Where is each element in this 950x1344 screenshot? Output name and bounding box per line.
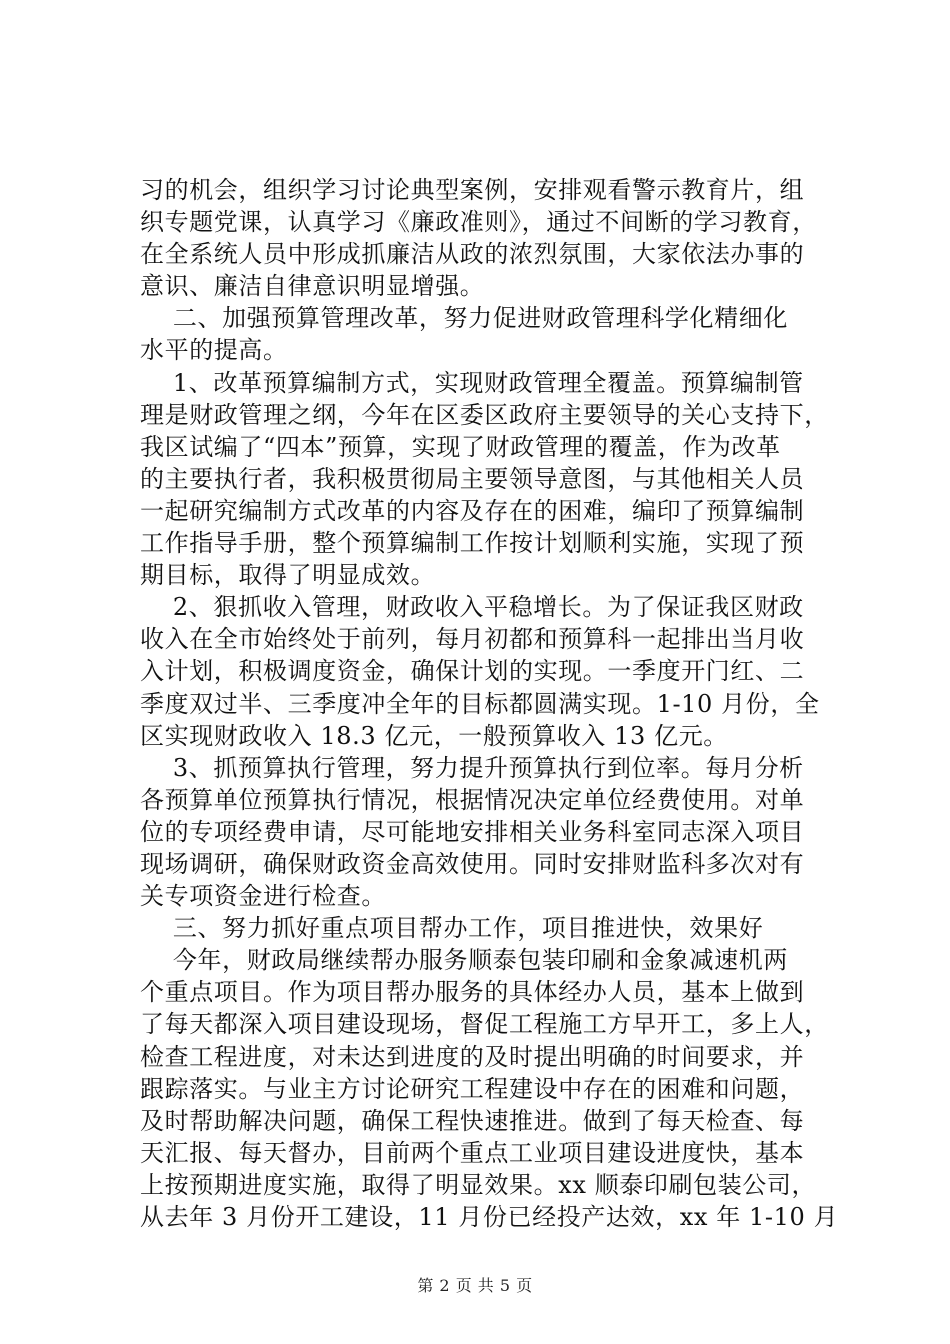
- text-line: 收入在全市始终处于前列，每月初都和预算科一起排出当月收: [140, 625, 805, 654]
- text-line: 3、抓预算执行管理，努力提升预算执行到位率。每月分析: [140, 753, 804, 782]
- text-line: 今年，财政局继续帮办服务顺泰包装印刷和金象减速机两: [140, 946, 788, 975]
- text-line: 关专项资金进行检查。: [140, 882, 386, 911]
- text-line: 的主要执行者，我积极贯彻局主要领导意图，与其他相关人员: [140, 464, 805, 493]
- text-line: 期目标，取得了明显成效。: [140, 561, 436, 590]
- text-line: 检查工程进度，对未达到进度的及时提出明确的时间要求，并: [140, 1042, 805, 1071]
- text-line: 了每天都深入项目建设现场，督促工程施工方早开工，多上人，: [140, 1010, 829, 1039]
- text-line: 工作指导手册，整个预算编制工作按计划顺利实施，实现了预: [140, 529, 805, 558]
- text-line: 跟踪落实。与业主方讨论研究工程建设中存在的困难和问题，: [140, 1074, 805, 1103]
- text-line: 各预算单位预算执行情况，根据情况决定单位经费使用。对单: [140, 785, 805, 814]
- text-line: 区实现财政收入 18.3 亿元，一般预算收入 13 亿元。: [140, 721, 728, 750]
- section-heading-line: 水平的提高。: [140, 336, 288, 365]
- document-body: [140, 174, 840, 1233]
- text-line: 织专题党课，认真学习《廉政准则》，通过不间断的学习教育，: [140, 208, 817, 237]
- text-line: 现场调研，确保财政资金高效使用。同时安排财监科多次对有: [140, 849, 805, 878]
- text-line: 习的机会，组织学习讨论典型案例，安排观看警示教育片，组: [140, 176, 805, 204]
- text-line: 位的专项经费申请，尽可能地安排相关业务科室同志深入项目: [140, 817, 805, 846]
- text-line: 一起研究编制方式改革的内容及存在的困难，编印了预算编制: [140, 496, 805, 525]
- text-line: 个重点项目。作为项目帮办服务的具体经办人员，基本上做到: [140, 978, 805, 1007]
- text-line: 在全系统人员中形成抓廉洁从政的浓烈氛围，大家依法办事的: [140, 240, 805, 269]
- section-heading-line: 二、加强预算管理改革，努力促进财政管理科学化精细化: [140, 304, 788, 333]
- text-line: 入计划，积极调度资金，确保计划的实现。一季度开门红、二: [140, 657, 805, 686]
- text-line: 我区试编了“四本”预算，实现了财政管理的覆盖，作为改革: [140, 432, 781, 461]
- text-line: 意识、廉洁自律意识明显增强。: [140, 272, 485, 301]
- page-number-footer: 第 2 页 共 5 页: [417, 1276, 533, 1295]
- text-line: 1、改革预算编制方式，实现财政管理全覆盖。预算编制管: [140, 368, 804, 397]
- text-line: 2、狠抓收入管理，财政收入平稳增长。为了保证我区财政: [140, 593, 804, 622]
- text-line: 及时帮助解决问题，确保工程快速推进。做到了每天检查、每: [140, 1106, 805, 1135]
- section-heading-line: 三、努力抓好重点项目帮办工作，项目推进快，效果好: [140, 914, 764, 943]
- text-line: 上按预期进度实施，取得了明显效果。xx 顺泰印刷包装公司，: [140, 1170, 817, 1199]
- text-line: 理是财政管理之纲，今年在区委区政府主要领导的关心支持下，: [140, 400, 829, 429]
- text-line: 季度双过半、三季度冲全年的目标都圆满实现。1-10 月份，全: [140, 689, 820, 718]
- text-line: 天汇报、每天督办，目前两个重点工业项目建设进度快，基本: [140, 1138, 805, 1167]
- text-line: 从去年 3 月份开工建设，11 月份已经投产达效，xx 年 1-10 月: [140, 1203, 839, 1231]
